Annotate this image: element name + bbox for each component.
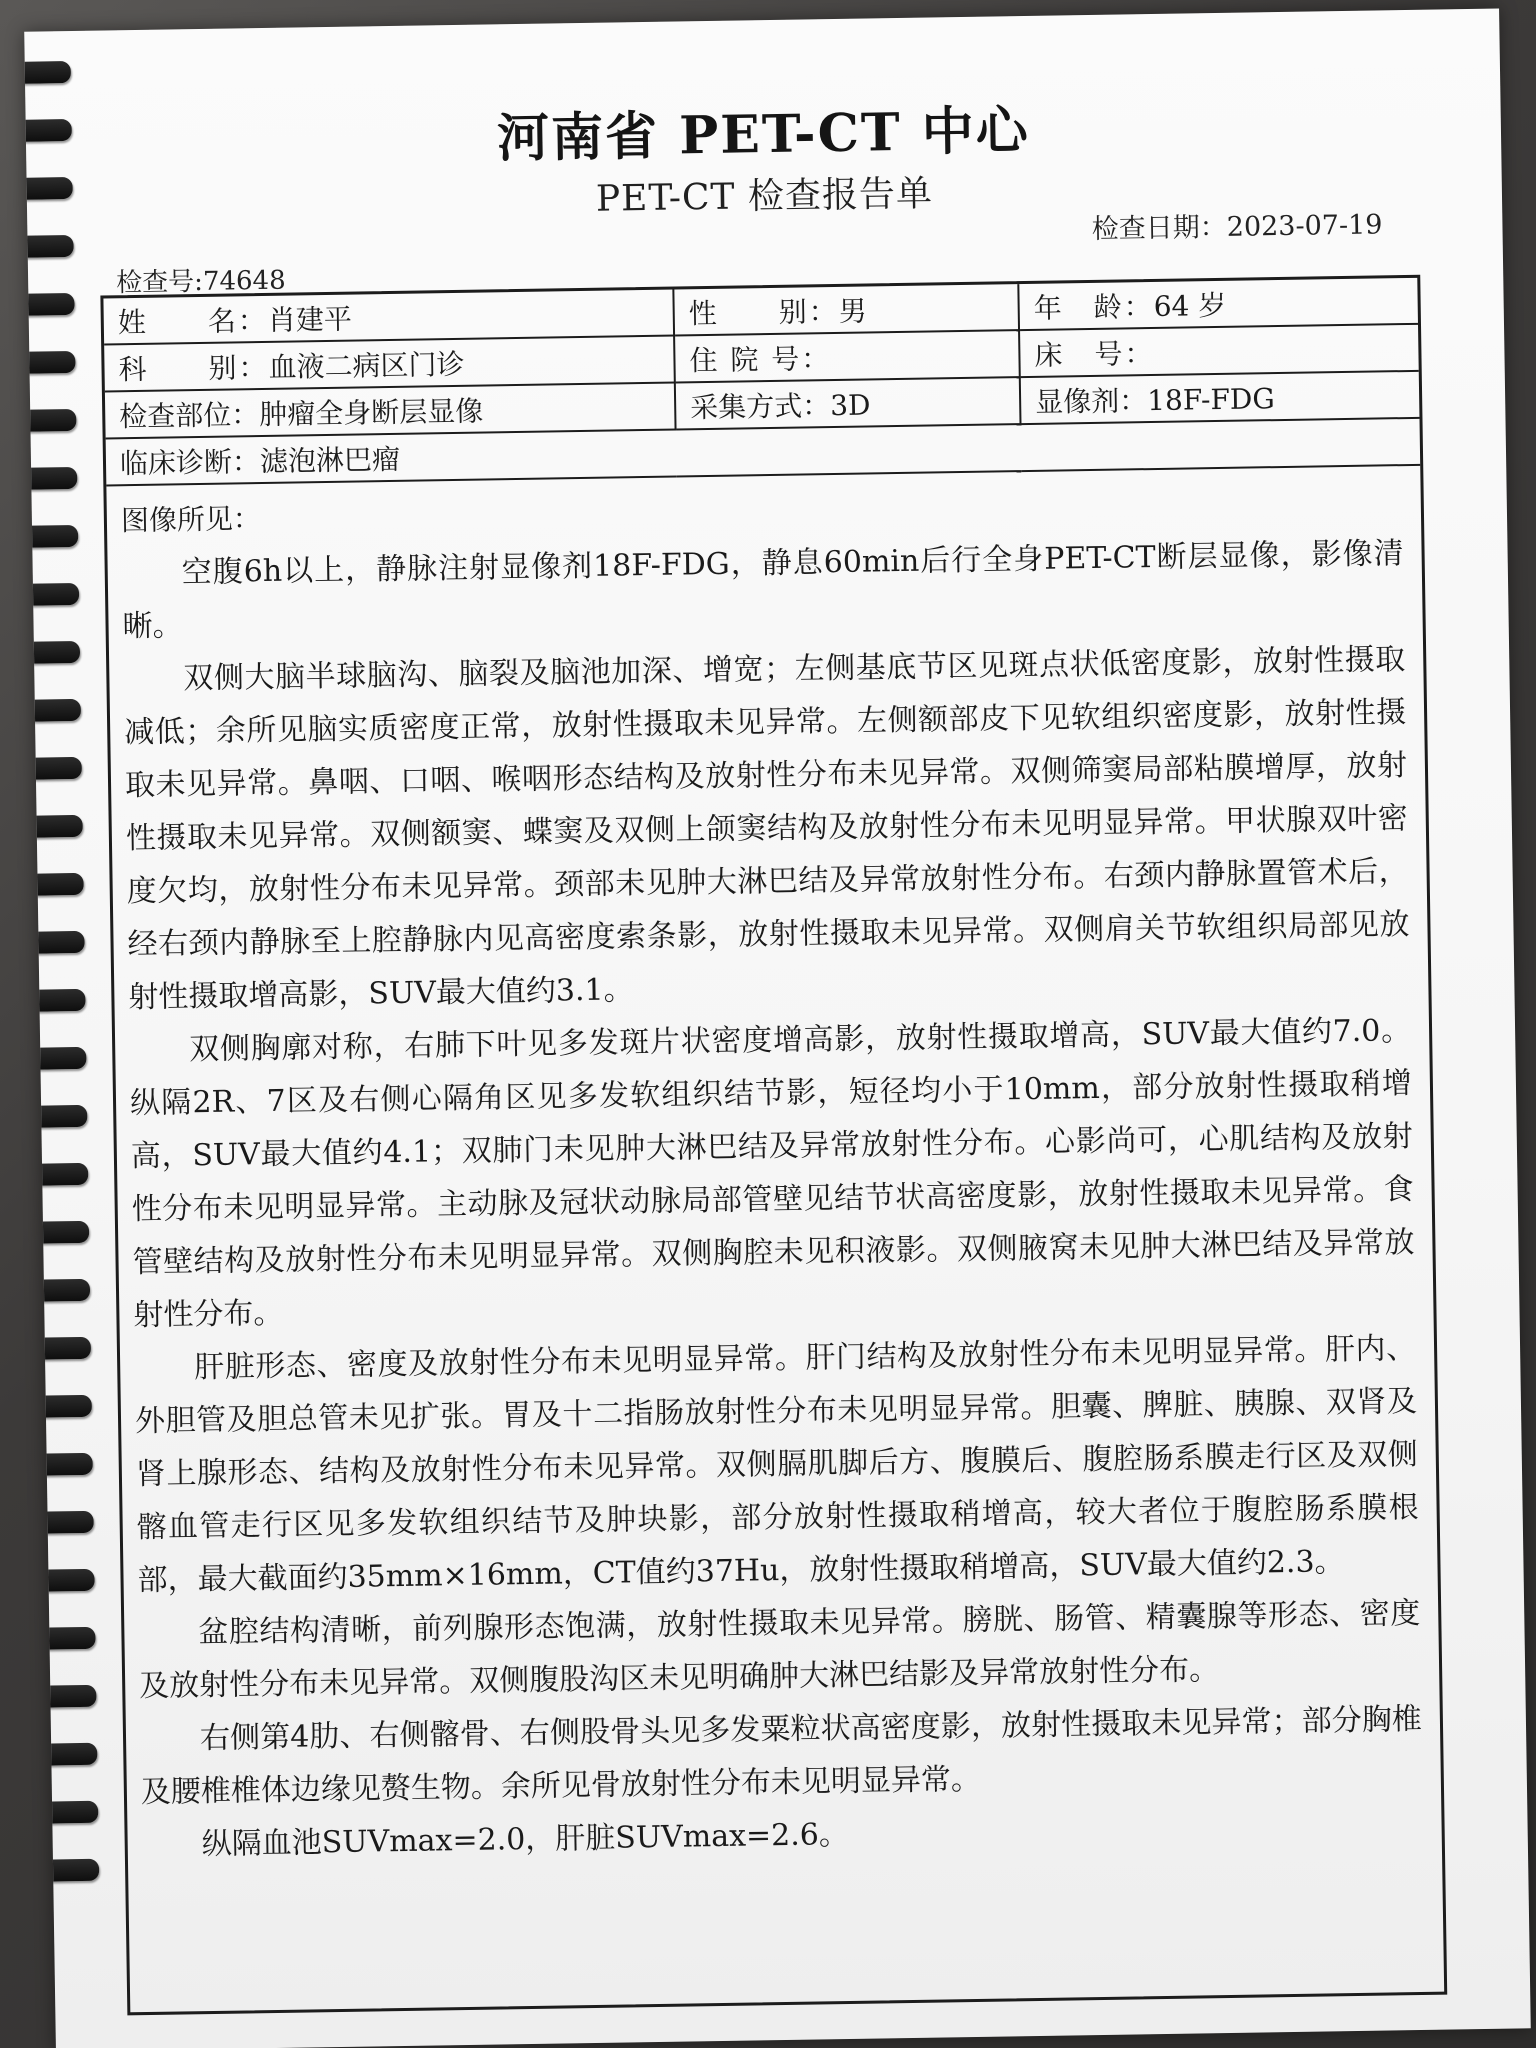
binder-ring [43,1859,99,1882]
report-subtitle: PET-CT 检查报告单 [595,173,934,220]
part-label: 检查部位： [119,397,260,433]
diagnosis-label: 临床诊断： [119,444,261,480]
method-value: 3D [829,387,871,422]
age-cell [1018,278,1418,330]
binder-ring [41,1743,97,1766]
dept-value: 血液二病区门诊 [268,347,465,384]
binder-ring [24,583,79,606]
binder-ring [42,1801,98,1824]
name-label: 姓 名： [117,303,269,339]
findings-paragraph: 纵隔血池SUVmax=2.0，肝脏SUVmax=2.6。 [201,1816,850,1863]
binder-ring [24,235,74,258]
part-value: 肿瘤全身断层显像 [259,394,484,431]
binder-ring [35,1337,91,1360]
binder-ring [34,1279,90,1302]
binder-ring [24,641,80,664]
inpatient-cell [674,330,1020,382]
binder-ring [27,815,83,838]
binder-ring [32,1163,88,1186]
binder-ring [24,61,71,84]
binder-ring [24,293,74,316]
sex-cell [673,284,1019,335]
report-sheet [24,9,1531,2048]
binder-ring [24,351,75,374]
findings-paragraph: 右侧第4肋、右侧髂骨、右侧股骨头见多发粟粒状高密度影，放射性摄取未见异常；部分胸椎及腰椎椎体边缘见赘生物。余所见骨放射性分布未见明显异常。 [140,1701,1423,1811]
report-title: 河南省 PET-CT 中心 [496,99,1031,170]
sex-value: 男 [838,294,868,328]
age-value: 64 岁 [1153,288,1227,323]
patient-info-table [103,278,1420,487]
binder-ring [28,931,84,954]
findings-paragraph: 空腹6h以上，静脉注射显像剂18F-FDG，静息60min后行全身PET-CT断层显像，影像清晰。 [122,536,1404,645]
agent-value: 18F-FDG [1146,381,1275,417]
binder-ring [24,525,78,548]
findings-paragraph: 盆腔结构清晰，前列腺形态饱满，放射性摄取未见异常。膀胱、肠管、精囊腺等形态、密度及放射性分布未见异常。双侧腹股沟区未见明确肿大淋巴结影及异常放射性分布。 [138,1595,1421,1705]
agent-label: 显像剂： [1034,383,1148,419]
findings-paragraph: 双侧大脑半球脑沟、脑裂及脑池加深、增宽；左侧基底节区见斑点状低密度影，放射性摄取减低；余所见脑实质密度正常，放射性摄取未见异常。左侧额部皮下见软组织密度影，放射性摄取未见异常。鼻咽、口咽、喉咽形态结构及放射性分布未见异常。双侧筛窦局部粘膜增厚，放射性摄取未见异常。双侧额窦、蝶窦及双侧上颌窦结构及放射性分布未见明显异常。甲状腺双叶密度欠均，放射性分布未见异常。颈部未见肿大淋巴结及异常放射性分布。右颈内静脉置管术后，经右颈内静脉至上腔静脉内见高密度索条影，放射性摄取未见异常。双侧肩关节软组织局部见放射性摄取增高影，SUV最大值约3.1。 [123,642,1410,1016]
binder-ring [30,1047,86,1070]
findings-paragraph: 双侧胸廓对称，右肺下叶见多发斑片状密度增高影，放射性摄取增高，SUV最大值约7.0。纵隔2R、7区及右侧心隔角区见多发软组织结节影，短径均小于10mm，部分放射性摄取稍增高，SUV最大值约4.1；双肺门未见肿大淋巴结及异常放射性分布。心影尚可，心肌结构及放射性分布未见明显异常。主动脉及冠状动脉局部管壁见结节状高密度影，放射性摄取未见异常。食管壁结构及放射性分布未见明显异常。双侧胸腔未见积液影。双侧腋窝未见肿大淋巴结及异常放射性分布。 [129,1013,1415,1334]
report-frame [100,275,1447,2016]
binder-ring [36,1395,92,1418]
age-label: 年 龄： [1033,289,1154,325]
method-label: 采集方式： [689,388,831,424]
exam-date: 检查日期：2023-07-19 [1091,209,1383,245]
method-cell [675,377,1021,429]
binder-ring [24,409,76,432]
binder-ring [29,989,85,1012]
binder-ring [25,699,81,722]
exam-number: 检查号:74648 [115,265,286,299]
binder-ring [27,873,83,896]
binder-ring [40,1685,96,1708]
findings-heading: 图像所见： [120,502,262,538]
binder-ring [39,1627,95,1650]
binder-ring [26,757,82,780]
dept-label: 科 别： [118,350,269,386]
binder-ring [38,1569,94,1592]
bed-label: 床 号： [1034,336,1155,372]
findings-section [106,466,1442,1872]
agent-cell [1020,371,1420,424]
sex-label: 性 别： [688,294,839,330]
binder-ring [37,1453,93,1476]
binder-ring [24,467,77,490]
binder-ring [31,1105,87,1128]
inpatient-label: 住 院 号： [689,341,832,377]
bed-cell [1019,324,1419,377]
name-value: 肖建平 [267,302,353,337]
binder-ring [33,1221,89,1244]
diagnosis-value: 滤泡淋巴瘤 [259,442,401,478]
binder-ring [37,1511,93,1534]
findings-paragraph: 肝脏形态、密度及放射性分布未见明显异常。肝门结构及放射性分布未见明显异常。肝内、外胆管及胆总管未见扩张。胃及十二指肠放射性分布未见明显异常。胆囊、脾脏、胰腺、双肾及肾上腺形态、结构及放射性分布未见异常。双侧膈肌脚后方、腹膜后、腹腔肠系膜走行区及双侧髂血管走行区见多发软组织结节及肿块影，部分放射性摄取稍增高，较大者位于腹腔肠系膜根部，最大截面约35mm×16mm，CT值约37Hu，放射性摄取稍增高，SUV最大值约2.3。 [134,1331,1419,1599]
